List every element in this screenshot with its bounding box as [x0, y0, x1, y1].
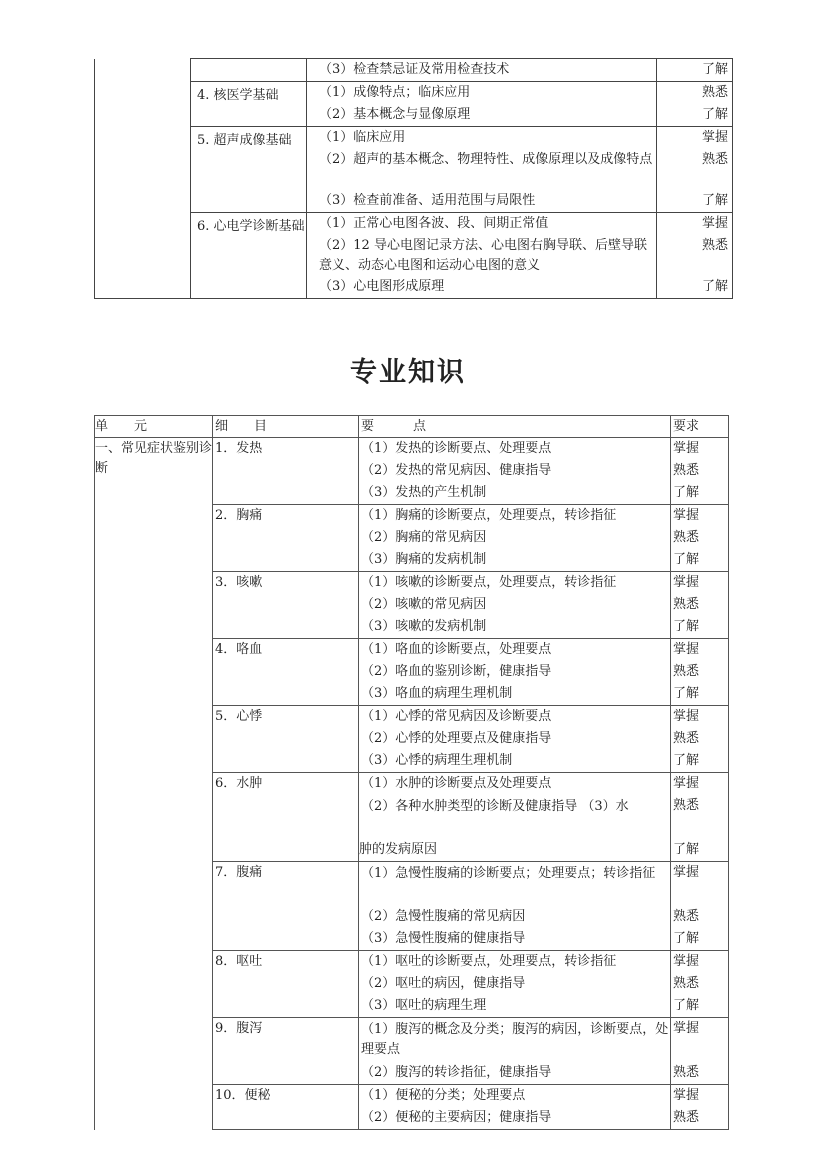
- points-cell: [359, 862, 671, 951]
- point-text: （2）呕吐的病因，健康指导: [361, 976, 526, 991]
- point-text: （2）咳嗽的常见病因: [361, 597, 487, 612]
- detail-cell: 4．咯血: [213, 639, 359, 706]
- point-text: （2）急慢性腹痛的常见病因: [361, 909, 526, 924]
- detail-cell: 7．腹痛: [213, 862, 359, 951]
- requirement-text: 掌握: [673, 954, 700, 969]
- detail-cell: 6. 心电学诊断基础: [191, 213, 307, 299]
- table-body: [95, 438, 729, 1130]
- point-text: （1）临床应用: [319, 130, 406, 145]
- table-row: [95, 59, 733, 82]
- point-text: （3）呕吐的病理生理: [361, 998, 487, 1013]
- requirement-cell: [671, 1085, 729, 1130]
- point-text: （3）咯血的病理生理机制: [361, 686, 513, 701]
- requirement-text: 掌握: [673, 441, 700, 456]
- requirement-text: 掌握: [673, 1088, 700, 1103]
- point-text: （2）心悸的处理要点及健康指导: [361, 731, 552, 746]
- top-table: [94, 58, 733, 299]
- requirement-text: 熟悉: [701, 152, 728, 167]
- points-cell: [359, 1018, 671, 1085]
- table-row: [95, 127, 733, 213]
- header-detail: 细 目: [213, 416, 359, 438]
- requirement-text: 掌握: [673, 508, 700, 523]
- points-cell: [359, 639, 671, 706]
- points-cell: [359, 438, 671, 505]
- point-text: （2）发热的常见病因、健康指导: [361, 463, 552, 478]
- point-text: （2）腹泻的转诊指征，健康指导: [361, 1065, 552, 1080]
- unit-cell: [95, 59, 191, 299]
- requirement-text: 掌握: [701, 130, 728, 145]
- detail-cell: 5．心悸: [213, 706, 359, 773]
- points-cell: [359, 773, 671, 862]
- header-row: [95, 416, 729, 438]
- requirement-text: 了解: [673, 485, 700, 500]
- requirement-text: 熟悉: [673, 664, 700, 679]
- detail-cell: 2．胸痛: [213, 505, 359, 572]
- requirement-text: 了解: [673, 998, 700, 1013]
- requirement-cell: [671, 438, 729, 505]
- point-text: （3）心悸的病理生理机制: [361, 753, 513, 768]
- requirement-cell: [671, 773, 729, 862]
- point-text: （3）检查前准备、适用范围与局限性: [319, 193, 536, 208]
- detail-cell: 5. 超声成像基础: [191, 127, 307, 213]
- requirement-cell: [671, 1018, 729, 1085]
- point-text: （2）超声的基本概念、物理特性、成像原理以及成像特点: [319, 152, 653, 167]
- point-text: （1）腹泻的概念及分类；腹泻的病因，诊断要点，处理要点: [361, 1022, 669, 1057]
- requirement-text: 了解: [701, 193, 728, 208]
- requirement-text: 熟悉: [673, 1110, 700, 1125]
- detail-cell: [191, 59, 307, 82]
- header-unit: 单 元: [95, 416, 213, 438]
- table-row: [95, 438, 729, 505]
- requirement-text: 了解: [673, 931, 700, 946]
- table-row: [95, 213, 733, 299]
- requirement-text: 掌握: [673, 1021, 700, 1036]
- requirement-text: 了解: [673, 842, 700, 857]
- section-title: 专业知识: [350, 357, 466, 388]
- requirement-text: 熟悉: [673, 530, 700, 545]
- detail-cell: 3．咳嗽: [213, 572, 359, 639]
- point-text: （1）咳嗽的诊断要点，处理要点，转诊指征: [361, 575, 617, 590]
- requirement-text: 了解: [701, 107, 728, 122]
- points-cell: [359, 572, 671, 639]
- requirement-text: 掌握: [673, 709, 700, 724]
- requirement-text: 熟悉: [673, 798, 700, 813]
- requirement-text: 熟悉: [701, 85, 728, 100]
- header-requirement: 要求: [671, 416, 729, 438]
- point-text: （3）咳嗽的发病机制: [361, 619, 487, 634]
- points-cell: [359, 706, 671, 773]
- requirement-text: 掌握: [673, 642, 700, 657]
- point-text: （1）正常心电图各波、段、间期正常值: [319, 216, 549, 231]
- requirement-text: 掌握: [673, 865, 700, 880]
- requirement-cell: [671, 505, 729, 572]
- point-text: （2）各种水肿类型的诊断及健康指导 （3）水: [361, 799, 629, 814]
- point-text: （3）检查禁忌证及常用检查技术: [319, 62, 510, 77]
- point-text: （1）胸痛的诊断要点，处理要点，转诊指征: [361, 508, 617, 523]
- table-row: [95, 82, 733, 127]
- requirement-text: 熟悉: [673, 597, 700, 612]
- requirement-cell: [671, 862, 729, 951]
- requirement-text: 了解: [673, 619, 700, 634]
- requirement-text: 熟悉: [673, 1065, 700, 1080]
- point-text: （1）咯血的诊断要点，处理要点: [361, 642, 552, 657]
- knowledge-table: [94, 415, 729, 1130]
- requirement-text: 熟悉: [701, 238, 728, 253]
- point-text: （1）发热的诊断要点、处理要点: [361, 441, 552, 456]
- requirement-cell: [671, 951, 729, 1018]
- requirement-text: 了解: [673, 753, 700, 768]
- point-text: （1）呕吐的诊断要点，处理要点，转诊指征: [361, 954, 617, 969]
- point-text: （3）胸痛的发病机制: [361, 552, 487, 567]
- point-text: （3）心电图形成原理: [319, 279, 445, 294]
- point-text: （1）急慢性腹痛的诊断要点；处理要点；转诊指征: [361, 866, 656, 881]
- requirement-text: 熟悉: [673, 909, 700, 924]
- requirement-cell: [671, 639, 729, 706]
- point-text: （1）成像特点；临床应用: [319, 85, 471, 100]
- detail-cell: 1．发热: [213, 438, 359, 505]
- requirement-text: 掌握: [701, 216, 728, 231]
- points-cell: [359, 505, 671, 572]
- point-text: （2）便秘的主要病因；健康指导: [361, 1110, 552, 1125]
- point-text: （2）咯血的鉴别诊断，健康指导: [361, 664, 552, 679]
- requirement-text: 了解: [701, 62, 728, 77]
- point-text: （1）便秘的分类；处理要点: [361, 1088, 526, 1103]
- point-text: （3）发热的产生机制: [361, 485, 487, 500]
- requirement-text: 熟悉: [673, 463, 700, 478]
- detail-cell: 6．水肿: [213, 773, 359, 862]
- point-text: 肿的发病原因: [359, 842, 438, 857]
- requirement-text: 了解: [701, 279, 728, 294]
- detail-cell: 8．呕吐: [213, 951, 359, 1018]
- requirement-text: 掌握: [673, 575, 700, 590]
- point-text: （2）基本概念与显像原理: [319, 107, 471, 122]
- points-cell: [359, 951, 671, 1018]
- point-text: （1）水肿的诊断要点及处理要点: [361, 776, 552, 791]
- requirement-cell: [671, 706, 729, 773]
- requirement-text: 熟悉: [673, 731, 700, 746]
- detail-cell: 10．便秘: [213, 1085, 359, 1130]
- point-text: （3）急慢性腹痛的健康指导: [361, 931, 526, 946]
- points-cell: [359, 1085, 671, 1130]
- point-text: （1）心悸的常见病因及诊断要点: [361, 709, 552, 724]
- unit-cell: 一、常见症状鉴别诊断: [95, 438, 213, 1130]
- detail-cell: 9．腹泻: [213, 1018, 359, 1085]
- requirement-cell: [671, 572, 729, 639]
- requirement-text: 了解: [673, 552, 700, 567]
- detail-cell: 4. 核医学基础: [191, 82, 307, 127]
- requirement-text: 了解: [673, 686, 700, 701]
- point-text: （2）胸痛的常见病因: [361, 530, 487, 545]
- point-text: （2）12 导心电图记录方法、心电图右胸导联、后壁导联意义、动态心电图和运动心电图的意义: [319, 238, 647, 273]
- requirement-text: 掌握: [673, 776, 700, 791]
- requirement-text: 熟悉: [673, 976, 700, 991]
- header-points: 要 点: [359, 416, 671, 438]
